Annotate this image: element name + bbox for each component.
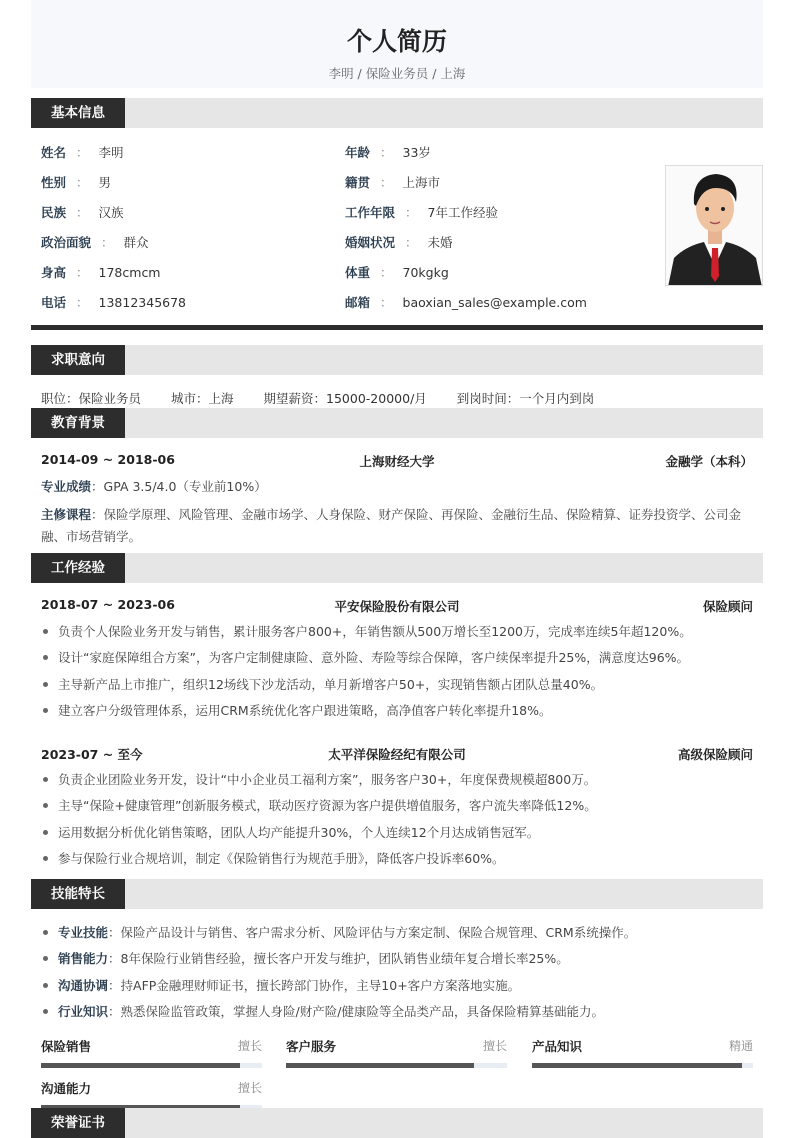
info-row bbox=[345, 263, 449, 281]
skill-bar-name: 客户服务 bbox=[286, 1039, 337, 1054]
info-value: 上海市 bbox=[402, 175, 441, 190]
skill-bar-track bbox=[286, 1063, 507, 1068]
divider bbox=[31, 325, 763, 330]
section-honors bbox=[31, 1108, 763, 1138]
section-skills bbox=[31, 879, 763, 909]
courses-value: ：保险学原理、风险管理、金融市场学、人身保险、财产保险、再保险、金融衍生品、保险精算、证券投资学、公司金融、市场营销学。 bbox=[41, 507, 742, 544]
skill-label: 沟通协调 bbox=[58, 977, 109, 993]
colon: ： bbox=[380, 295, 393, 310]
skill-bar bbox=[532, 1037, 753, 1068]
colon: ： bbox=[405, 235, 418, 250]
info-row bbox=[41, 203, 124, 221]
skill-text: ：持AFP金融理财师证书，擅长跨部门协作，主导10+客户方案落地实施。 bbox=[108, 977, 521, 993]
info-value: 70kgkg bbox=[402, 265, 449, 280]
gpa-label: 专业成绩 bbox=[41, 479, 92, 494]
info-row bbox=[345, 203, 498, 221]
profile-photo bbox=[665, 165, 763, 286]
info-row bbox=[345, 293, 587, 311]
job-bullet: 主导“保险+健康管理”创新服务模式，联动医疗资源为客户提供增值服务，客户流失率降低12%。 bbox=[41, 796, 761, 814]
colon: ： bbox=[76, 295, 89, 310]
info-row bbox=[345, 233, 453, 251]
job-bullet: 负责个人保险业务开发与销售，累计服务客户800+，年销售额从500万增长至1200万，完成率连续5年超120%。 bbox=[41, 622, 761, 640]
edu-school: 上海财经大学 bbox=[359, 454, 435, 469]
section-title: 教育背景 bbox=[31, 408, 125, 438]
info-value: 未婚 bbox=[427, 235, 453, 250]
job-intent-row bbox=[41, 389, 594, 407]
colon: ： bbox=[76, 145, 89, 160]
skill-bar-fill bbox=[532, 1063, 742, 1068]
job-bullet: 运用数据分析优化销售策略，团队人均产能提升30%，个人连续12个月达成销售冠军。 bbox=[41, 823, 761, 841]
info-label: 年龄 bbox=[345, 145, 371, 160]
section-job-intent bbox=[31, 345, 763, 375]
info-label: 政治面貌 bbox=[41, 235, 92, 250]
education-row bbox=[41, 452, 753, 470]
info-value: 7年工作经验 bbox=[427, 205, 498, 220]
skill-bar-fill bbox=[41, 1063, 240, 1068]
skill-bar bbox=[41, 1037, 262, 1068]
section-education bbox=[31, 408, 763, 438]
colon: ： bbox=[76, 265, 89, 280]
section-title: 求职意向 bbox=[31, 345, 125, 375]
info-value: 男 bbox=[98, 175, 112, 190]
job-company: 太平洋保险经纪有限公司 bbox=[328, 747, 466, 762]
info-row bbox=[41, 233, 149, 251]
info-value: 13812345678 bbox=[98, 295, 187, 310]
job-bullet: 参与保险行业合规培训，制定《保险销售行为规范手册》，降低客户投诉率60%。 bbox=[41, 849, 761, 867]
skill-item bbox=[41, 923, 761, 941]
info-label: 姓名 bbox=[41, 145, 67, 160]
info-label: 电话 bbox=[41, 295, 67, 310]
job-bullet: 设计“家庭保障组合方案”，为客户定制健康险、意外险、寿险等综合保障，客户续保率提升25%，满意度达96%。 bbox=[41, 648, 761, 666]
skill-label: 销售能力 bbox=[58, 951, 109, 967]
edu-dates: 2014-09 ~ 2018-06 bbox=[41, 452, 175, 467]
section-title: 荣誉证书 bbox=[31, 1108, 125, 1138]
info-row bbox=[41, 143, 124, 161]
info-value: 33岁 bbox=[402, 145, 431, 160]
info-label: 婚姻状况 bbox=[345, 235, 396, 250]
intent-position: 职位：保险业务员 bbox=[41, 391, 142, 406]
skill-label: 专业技能 bbox=[58, 925, 109, 940]
info-value: 李明 bbox=[98, 145, 124, 160]
info-label: 邮箱 bbox=[345, 295, 371, 310]
intent-salary: 期望薪资：15000-20000/月 bbox=[263, 391, 427, 406]
colon: ： bbox=[380, 265, 393, 280]
skill-bar-level: 精通 bbox=[728, 1039, 753, 1053]
colon: ： bbox=[76, 175, 89, 190]
gpa-value: ：GPA 3.5/4.0（专业前10%） bbox=[91, 479, 267, 494]
job-dates: 2023-07 ~ 至今 bbox=[41, 747, 143, 762]
info-label: 身高 bbox=[41, 265, 67, 280]
skill-bar-fill bbox=[286, 1063, 474, 1068]
edu-major: 金融学（本科） bbox=[665, 454, 753, 469]
skill-bar-track bbox=[532, 1063, 753, 1068]
info-row bbox=[345, 143, 431, 161]
info-label: 民族 bbox=[41, 205, 67, 220]
job-dates: 2018-07 ~ 2023-06 bbox=[41, 597, 175, 612]
info-value: 群众 bbox=[123, 235, 149, 250]
skill-bar-level: 擅长 bbox=[237, 1081, 262, 1095]
intent-start: 到岗时间：一个月内到岗 bbox=[456, 391, 595, 406]
intent-city: 城市：上海 bbox=[171, 391, 234, 406]
section-title: 工作经验 bbox=[31, 553, 125, 583]
skill-bar-level: 擅长 bbox=[237, 1039, 262, 1053]
skill-bar-name: 保险销售 bbox=[41, 1039, 92, 1054]
section-basic-info bbox=[31, 98, 763, 128]
info-label: 性别 bbox=[41, 175, 67, 190]
info-value: 178cmcm bbox=[98, 265, 161, 280]
skill-label: 行业知识 bbox=[58, 1003, 109, 1019]
info-row bbox=[345, 173, 440, 191]
job-bullet: 建立客户分级管理体系，运用CRM系统优化客户跟进策略，高净值客户转化率提升18%。 bbox=[41, 701, 761, 719]
edu-gpa bbox=[41, 476, 756, 498]
info-value: 汉族 bbox=[98, 205, 124, 220]
job-role: 保险顾问 bbox=[702, 599, 753, 614]
skill-bar-level: 擅长 bbox=[482, 1039, 507, 1053]
job-header bbox=[41, 597, 753, 615]
edu-courses bbox=[41, 504, 756, 548]
info-value: baoxian_sales@example.com bbox=[402, 295, 587, 310]
skill-text: ：8年保险行业销售经验，擅长客户开发与维护，团队销售业绩年复合增长率25%。 bbox=[108, 951, 569, 967]
job-bullet: 负责企业团险业务开发，设计“中小企业员工福利方案”，服务客户30+，年度保费规模超800万。 bbox=[41, 770, 761, 788]
info-row bbox=[41, 263, 161, 281]
skill-item bbox=[41, 976, 761, 994]
section-work bbox=[31, 553, 763, 583]
job-company: 平安保险股份有限公司 bbox=[334, 599, 460, 614]
skill-bar-name: 沟通能力 bbox=[41, 1081, 92, 1096]
page-title: 个人简历 bbox=[346, 27, 447, 56]
job-role: 高级保险顾问 bbox=[677, 747, 753, 762]
colon: ： bbox=[405, 205, 418, 220]
skill-text: ：保险产品设计与销售、客户需求分析、风险评估与方案定制、保险合规管理、CRM系统操作。 bbox=[108, 925, 637, 940]
colon: ： bbox=[76, 205, 89, 220]
skill-bar-track bbox=[41, 1063, 262, 1068]
info-label: 体重 bbox=[345, 265, 371, 280]
job-bullet: 主导新产品上市推广，组织12场线下沙龙活动，单月新增客户50+，实现销售额占团队总量40%。 bbox=[41, 675, 761, 693]
colon: ： bbox=[380, 145, 393, 160]
skill-bar bbox=[41, 1079, 262, 1110]
info-label: 工作年限 bbox=[345, 205, 396, 220]
skill-item bbox=[41, 949, 761, 967]
colon: ： bbox=[380, 175, 393, 190]
skill-bar bbox=[286, 1037, 507, 1068]
info-row bbox=[41, 173, 111, 191]
section-title: 基本信息 bbox=[31, 98, 125, 128]
courses-label: 主修课程 bbox=[41, 507, 92, 522]
skill-item bbox=[41, 1002, 761, 1020]
page-subtitle: 李明 / 保险业务员 / 上海 bbox=[328, 66, 466, 81]
info-label: 籍贯 bbox=[345, 175, 371, 190]
skill-text: ：熟悉保险监管政策，掌握人身险/财产险/健康险等全品类产品，具备保险精算基础能力。 bbox=[108, 1003, 604, 1019]
section-title: 技能特长 bbox=[31, 879, 125, 909]
info-row bbox=[41, 293, 186, 311]
job-header bbox=[41, 745, 753, 763]
colon: ： bbox=[101, 235, 114, 250]
skill-bar-name: 产品知识 bbox=[532, 1039, 583, 1054]
